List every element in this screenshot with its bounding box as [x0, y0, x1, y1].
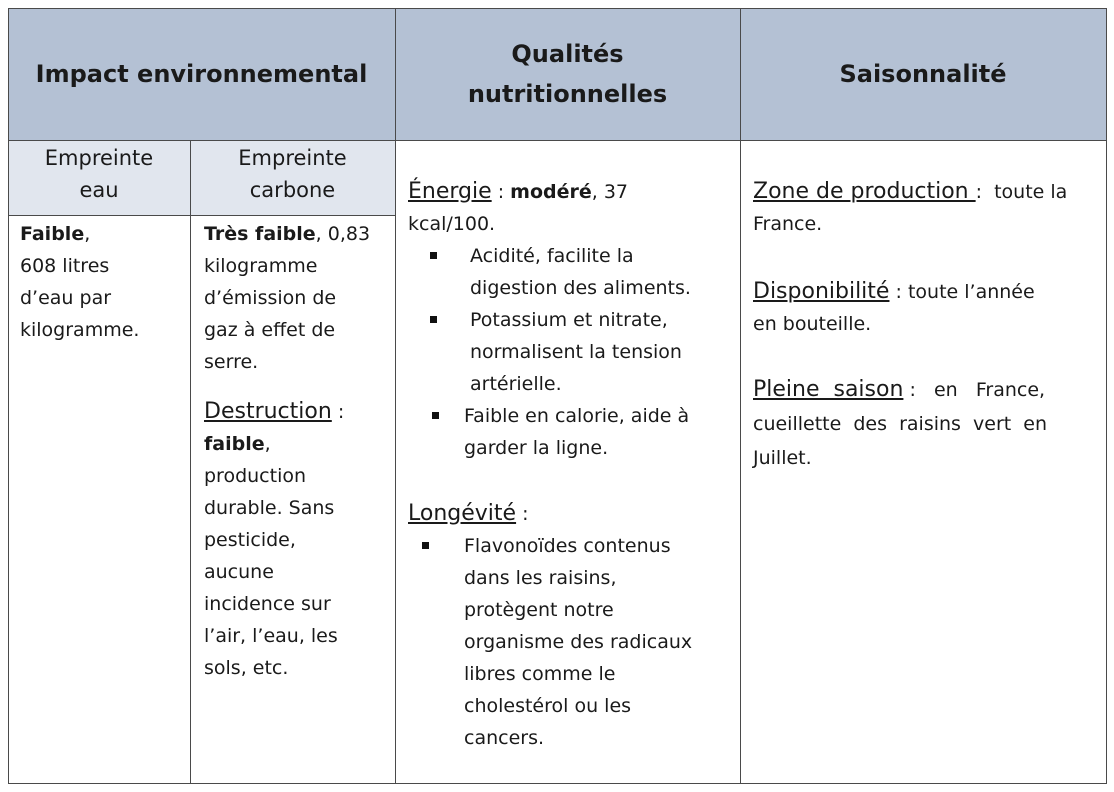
pleine-rest: : en France,	[903, 379, 1046, 401]
energie-bullet-0-line-1: digestion des aliments.	[470, 277, 691, 299]
energie-rest: , 37	[591, 181, 629, 203]
destruction-line-6: l’air, l’eau, les	[204, 625, 338, 647]
energie-bullet-item	[408, 304, 738, 400]
pleine-line3: Juillet.	[753, 447, 812, 469]
header-impact	[8, 8, 395, 140]
carbone-lead: Très faible	[204, 223, 316, 245]
destruction-colon: :	[331, 401, 345, 423]
dispo-rest: : toute l’année	[889, 281, 1035, 303]
table-border-left	[8, 8, 9, 784]
carbone-line-2: gaz à effet de	[204, 319, 336, 341]
longevite-line-6: cancers.	[464, 727, 545, 749]
eau-line-2: d’eau par	[20, 287, 112, 309]
energie-bullet-2-line-0: Faible en calorie, aide à	[464, 405, 690, 427]
eau-lead: Faible	[20, 223, 85, 245]
longevite-label: Longévité	[408, 501, 517, 526]
longevite-line-4: libres comme le	[464, 663, 616, 685]
destruction-line-3: pesticide,	[204, 529, 296, 551]
destruction-line-1: production	[204, 465, 307, 487]
subheader-eau-line2: eau	[79, 178, 119, 202]
nutrition-content	[408, 176, 738, 754]
zone-colon: :	[975, 181, 983, 203]
energie-colon: :	[491, 181, 511, 203]
longevite-line-5: cholestérol ou les	[464, 695, 632, 717]
subheader-carbone-line1: Empreinte	[238, 146, 347, 170]
energie-bold: modéré	[510, 181, 592, 203]
destruction-line-4: aucune	[204, 561, 274, 583]
square-bullet-icon	[430, 252, 437, 259]
header-saisonnalite	[740, 8, 1106, 140]
energie-bullet-2-line-1: garder la ligne.	[464, 437, 609, 459]
carbone-content	[204, 218, 394, 684]
eau-content	[20, 218, 188, 346]
subheader-carbone-line2: carbone	[249, 178, 336, 202]
energie-label: Énergie	[408, 179, 492, 204]
energie-bullet-list	[408, 240, 738, 464]
zone-rest: toute la	[982, 181, 1068, 203]
subheader-empreinte-carbone	[190, 140, 395, 216]
header-bottom-border	[8, 140, 1106, 141]
carbone-line-1: d’émission de	[204, 287, 337, 309]
header-qualites-line2: nutritionnelles	[467, 80, 668, 108]
destruction-lead: faible	[204, 433, 265, 455]
square-bullet-icon	[430, 316, 437, 323]
header-saisonnalite-text: Saisonnalité	[839, 60, 1007, 88]
longevite-bullet-item	[408, 530, 738, 754]
energie-bullet-1-line-1: normalisent la tension	[470, 341, 682, 363]
destruction-label: Destruction	[204, 399, 332, 424]
energie-line2: kcal/100.	[408, 213, 496, 235]
carbone-line-0: kilogramme	[204, 255, 318, 277]
column-divider-eau-carbone	[190, 140, 191, 784]
eau-line-1: 608 litres	[20, 255, 110, 277]
longevite-bullet-list	[408, 530, 738, 754]
longevite-line-1: dans les raisins,	[464, 567, 617, 589]
saison-content	[753, 176, 1093, 474]
zone-line2: France.	[753, 213, 823, 235]
header-qualites	[395, 8, 740, 140]
header-impact-text: Impact environnemental	[35, 60, 368, 88]
header-qualites-line1: Qualités	[511, 40, 624, 68]
zone-label: Zone de production	[753, 179, 976, 204]
energie-bullet-1-line-0: Potassium et nitrate,	[470, 309, 668, 331]
table-border-right	[1106, 8, 1107, 784]
subheader-eau-line1: Empreinte	[44, 146, 154, 170]
energie-bullet-0-line-0: Acidité, facilite la	[470, 245, 634, 267]
energie-bullet-item	[408, 400, 738, 464]
longevite-colon: :	[516, 503, 529, 525]
eau-line-3: kilogramme.	[20, 319, 140, 341]
pleine-label: Pleine saison	[753, 377, 904, 402]
subheader-empreinte-eau	[8, 140, 190, 216]
energie-bullet-1-line-2: artérielle.	[470, 373, 562, 395]
longevite-line-3: organisme des radicaux	[464, 631, 693, 653]
eau-line-0: ,	[84, 223, 91, 245]
table-border-bottom	[8, 783, 1106, 784]
square-bullet-icon	[432, 412, 439, 419]
table-border-top	[8, 8, 1106, 9]
energie-bullet-item	[408, 240, 738, 304]
destruction-line-7: sols, etc.	[204, 657, 289, 679]
destruction-line-5: incidence sur	[204, 593, 331, 615]
dispo-line2: en bouteille.	[753, 313, 872, 335]
pleine-line2: cueillette des raisins vert en	[753, 413, 1048, 435]
carbone-lead-rest: , 0,83	[315, 223, 371, 245]
square-bullet-icon	[422, 542, 429, 549]
dispo-label: Disponibilité	[753, 279, 890, 304]
longevite-line-2: protègent notre	[464, 599, 614, 621]
destruction-line-2: durable. Sans	[204, 497, 335, 519]
destruction-line-0: ,	[264, 433, 271, 455]
column-divider-impact-qualites	[395, 8, 396, 784]
longevite-line-0: Flavonoïdes contenus	[464, 535, 671, 557]
carbone-line-3: serre.	[204, 351, 259, 373]
subheader-bottom-border	[8, 215, 395, 216]
column-divider-qualites-saison	[740, 8, 741, 784]
